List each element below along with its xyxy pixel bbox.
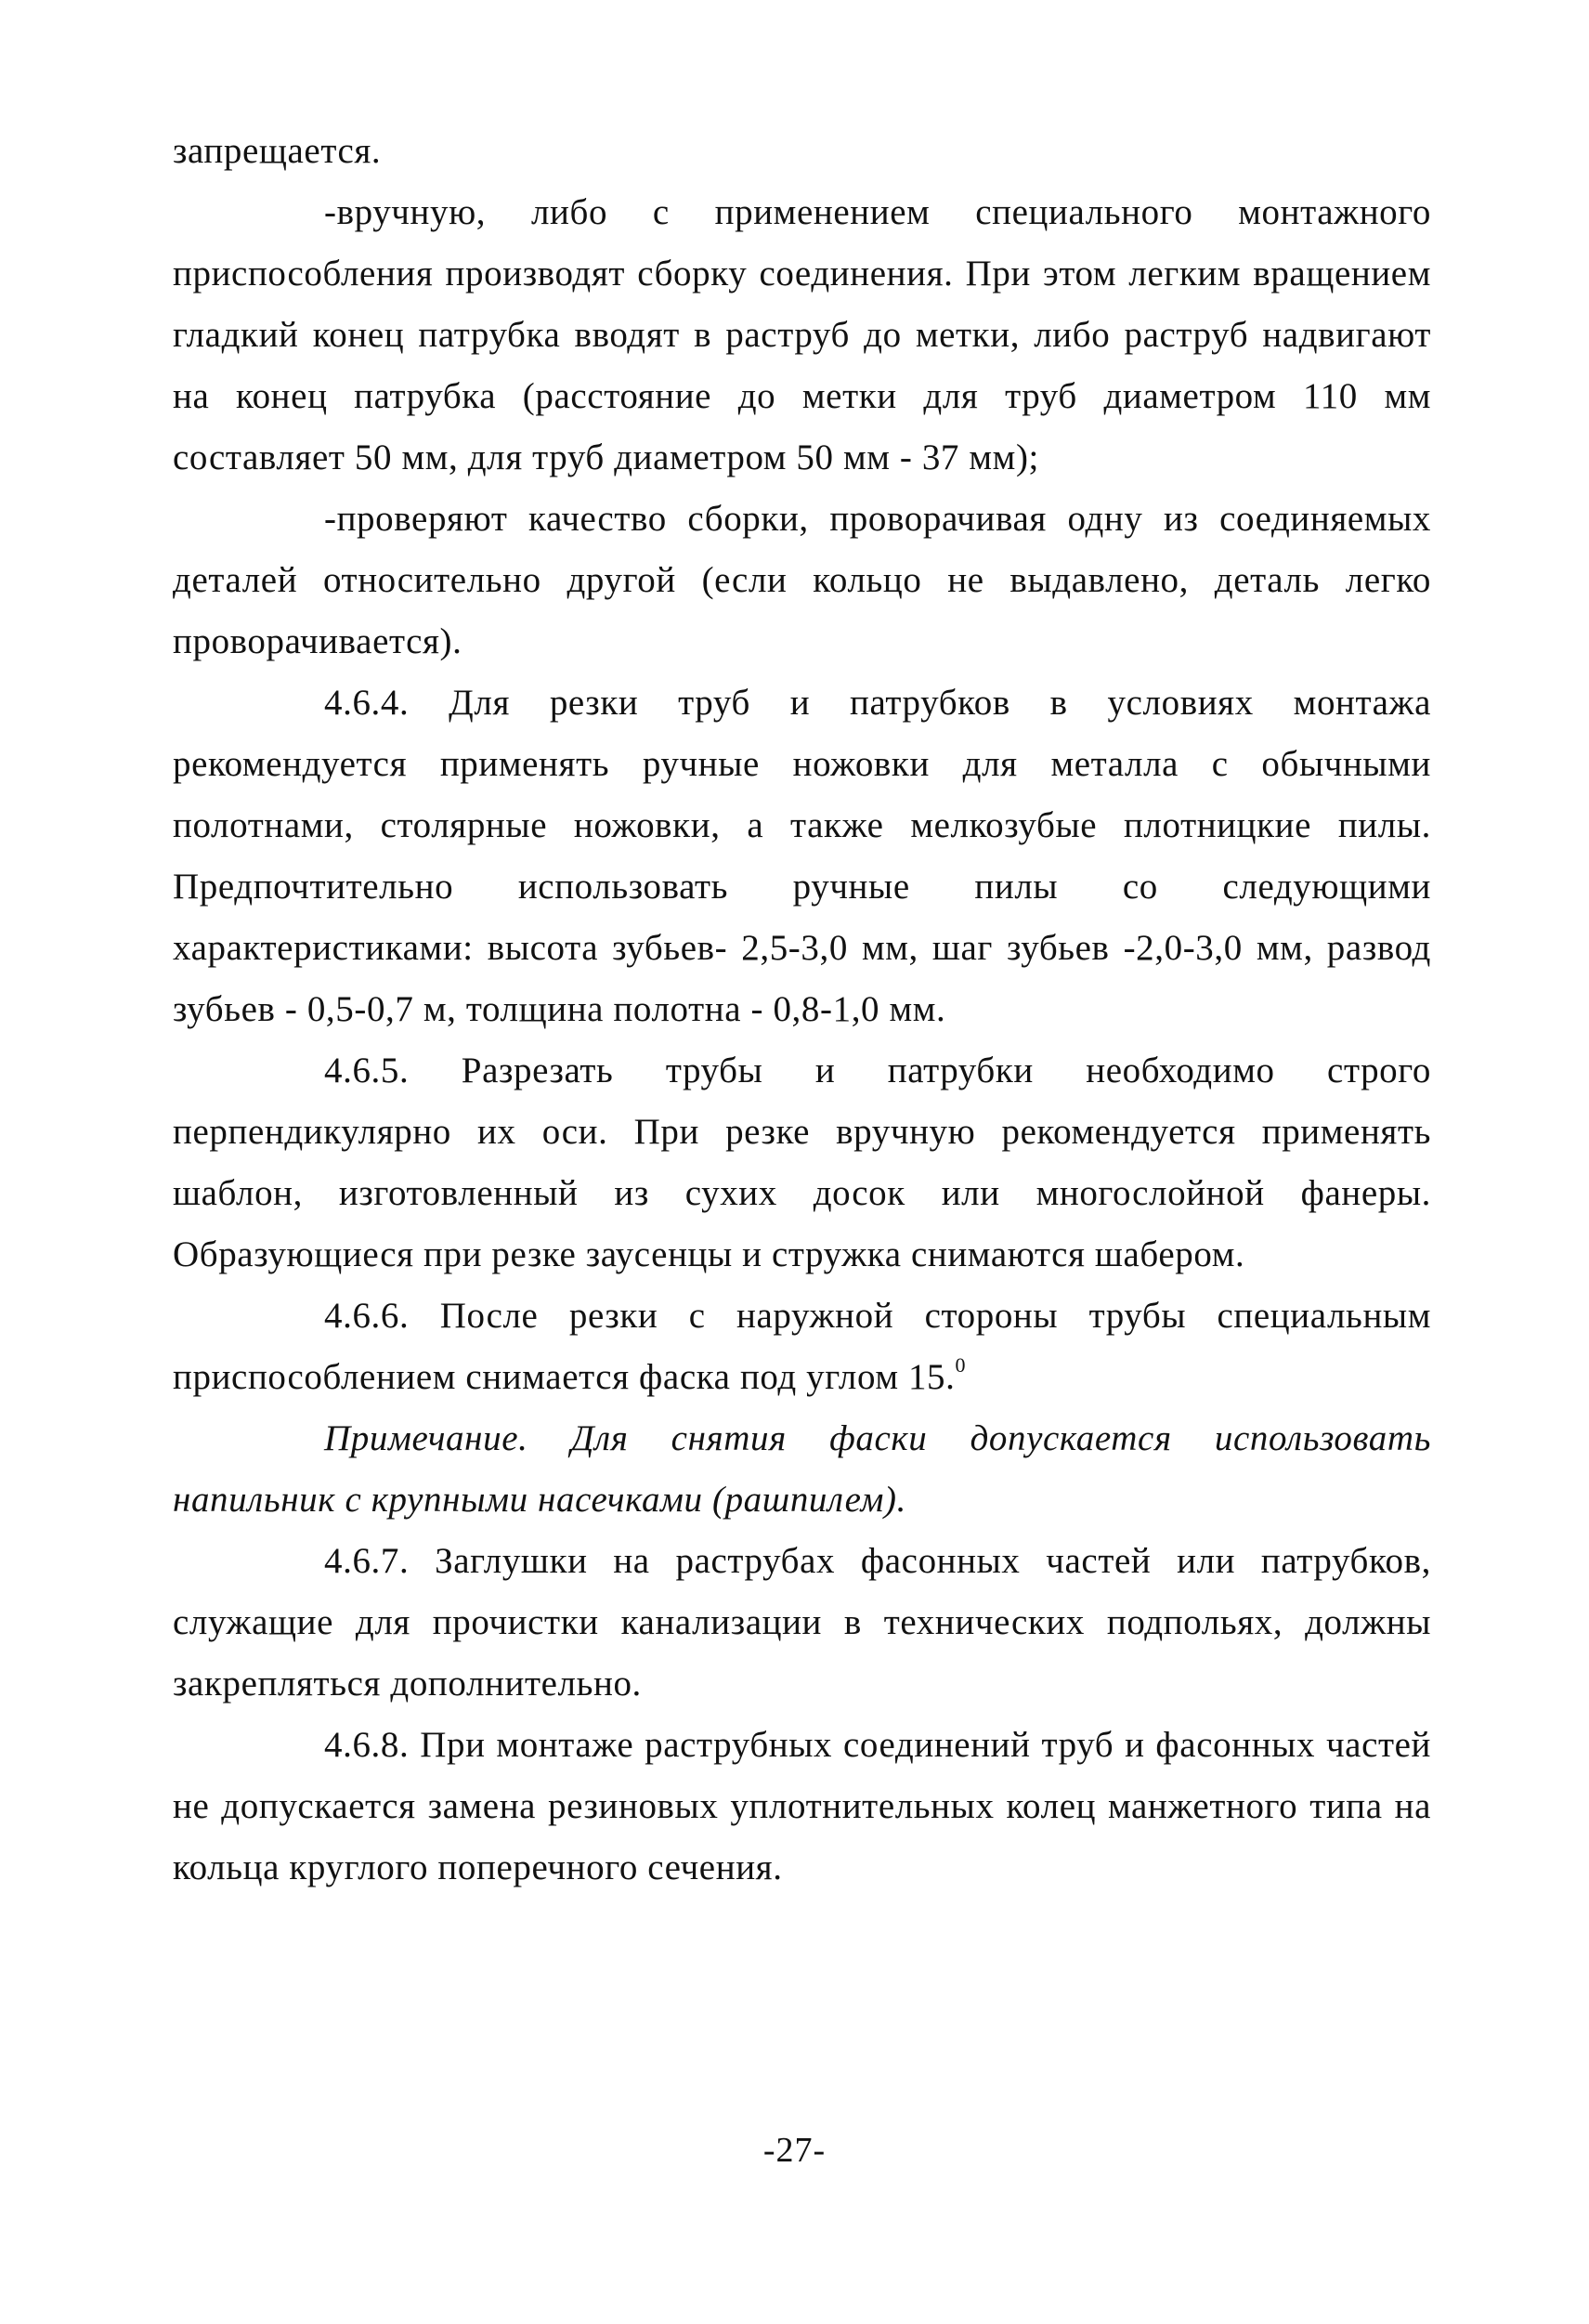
paragraph-assembly-check: -проверяют качество сборки, проворачивая одну из соединяемых деталей относительно другой (если кольцо не выдавлено, деталь легко проворачивается). [173, 499, 1431, 661]
body-text [173, 121, 1431, 1899]
paragraph-4-6-6 [173, 1286, 1431, 1408]
page-number: -27- [762, 2131, 827, 2170]
paragraph-4-6-7: 4.6.7. Заглушки на раструбах фасонных частей или патрубков, служащие для прочистки канализации в технических подпольях, должны закрепляться дополнительно. [173, 1541, 1431, 1704]
paragraph-4-6-4: 4.6.4. Для резки труб и патрубков в условиях монтажа рекомендуется применять ручные ножовки для металла с обычными полотнами, столярные ножовки, а также мелкозубые плотницкие пилы. Предпочтительно использовать ручные пилы со следующими характеристиками: высота зубьев- 2,5-3,0 мм, шаг зубьев -2,0-3,0 мм, развод зубьев - 0,5-0,7 м, толщина полотна - 0,8-1,0 мм. [173, 683, 1431, 1029]
degree-superscript: 0 [955, 1353, 967, 1377]
paragraph-4-6-5: 4.6.5. Разрезать трубы и патрубки необходимо строго перпендикулярно их оси. При резке вручную рекомендуется применять шаблон, изготовленный из сухих досок или многослойной фанеры. Образующиеся при резке заусенцы и стружка снимаются шабером. [173, 1051, 1431, 1274]
paragraph-4-6-8: 4.6.8. При монтаже раструбных соединений труб и фасонных частей не допускается замена резиновых уплотнительных колец манжетного типа на кольца круглого поперечного сечения. [173, 1725, 1431, 1887]
paragraph-4-6-6-text: 4.6.6. После резки с наружной стороны трубы специальным приспособлением снимается фаска под углом 15. [173, 1296, 1431, 1397]
paragraph-assembly-step: -вручную, либо с применением специального монтажного приспособления производят сборку соединения. При этом легким вращением гладкий конец патрубка вводят в раструб до метки, либо раструб надвигают на конец патрубка (расстояние до метки для труб диаметром 110 мм составляет 50 мм, для труб диаметром 50 мм - 37 мм); [173, 192, 1431, 477]
paragraph-continuation: запрещается. [173, 131, 382, 171]
note-paragraph: Примечание. Для снятия фаски допускается использовать напильник с крупными насечками (рашпилем). [173, 1418, 1431, 1520]
